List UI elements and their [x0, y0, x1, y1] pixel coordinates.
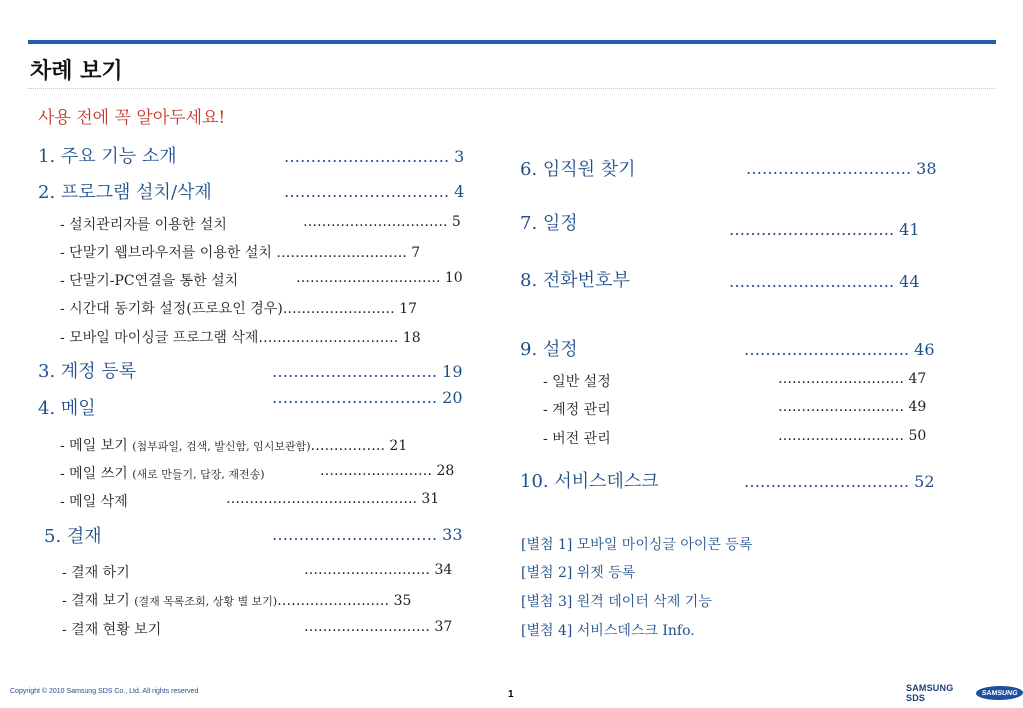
- notice-text: 사용 전에 꼭 알아두세요!: [38, 108, 226, 128]
- toc-item-page: ……………………… 37: [304, 619, 453, 635]
- toc-item[interactable]: - 버전 관리: [543, 431, 611, 447]
- appendix-item[interactable]: [별첨 4] 서비스데스크 Info.: [521, 623, 695, 639]
- toc-item-page: ………………………………….. 31: [226, 491, 440, 507]
- samsung-logo: [906, 683, 1023, 703]
- toc-item-page: …………………… 28: [320, 463, 455, 479]
- appendix-item[interactable]: [별첨 1] 모바일 마이싱글 아이콘 등록: [521, 537, 753, 553]
- toc-item-note: (새로 만들기, 답장, 재전송): [132, 468, 265, 481]
- page-number: 1: [508, 689, 514, 700]
- toc-section-6[interactable]: 6. 임직원 찾기: [520, 159, 636, 180]
- appendix-item[interactable]: [별첨 3] 원격 데이터 삭제 기능: [521, 594, 712, 610]
- toc-item-page: …………………………. 5: [303, 214, 461, 230]
- appendix-item[interactable]: [별첨 2] 위젯 등록: [521, 565, 636, 581]
- toc-item[interactable]: - 결재 하기: [62, 565, 130, 581]
- toc-item-page: ……………………… 47: [778, 371, 927, 387]
- toc-item-label: - 결재 보기: [62, 593, 130, 609]
- toc-item-note: (결재 목록조회, 상황 별 보기): [134, 595, 278, 608]
- toc-section-8-page: …………………………. 44: [729, 272, 920, 291]
- toc-item-page: ……………. 21: [310, 438, 408, 454]
- toc-item-page: ……………………… 50: [778, 428, 927, 444]
- toc-item-page: ……………………… 34: [304, 562, 453, 578]
- toc-item-page: ……………………… 49: [778, 399, 927, 415]
- page-title: 차례 보기: [30, 59, 123, 84]
- logo-samsung-oval: SAMSUNG: [975, 686, 1023, 700]
- toc-item-page: …………………… 35: [277, 593, 412, 609]
- toc-section-10[interactable]: 10. 서비스데스크: [520, 471, 659, 492]
- toc-item[interactable]: - 모바일 마이싱글 프로그램 삭제………………………… 18: [60, 330, 421, 346]
- toc-item-note: (첨부파일, 검색, 발신함, 임시보관함): [132, 440, 311, 453]
- header-bar: [28, 40, 996, 44]
- toc-item[interactable]: [60, 463, 265, 483]
- toc-item[interactable]: - 단말기-PC연결을 통한 설치: [60, 273, 239, 289]
- toc-section-1-page: …………………………. 3: [284, 147, 465, 166]
- toc-section-8[interactable]: 8. 전화번호부: [520, 270, 630, 291]
- toc-section-5[interactable]: 5. 결재: [44, 526, 102, 547]
- toc-section-4-page: …………………………. 20: [272, 388, 463, 407]
- toc-section-1[interactable]: 1. 주요 기능 소개: [38, 146, 177, 167]
- toc-item[interactable]: - 시간대 동기화 설정(프로요인 경우)…………………… 17: [60, 301, 418, 317]
- header-divider: [28, 88, 996, 89]
- toc-item[interactable]: - 결재 현황 보기: [62, 622, 162, 638]
- toc-item[interactable]: - 계정 관리: [543, 402, 611, 418]
- toc-section-5-page: …………………………. 33: [272, 525, 463, 544]
- toc-item-page: …………………………. 10: [296, 270, 463, 286]
- logo-sds-text: SAMSUNG SDS: [906, 683, 954, 703]
- toc-item[interactable]: - 단말기 웹브라우저를 이용한 설치 ………………………. 7: [60, 245, 421, 261]
- toc-section-7-page: …………………………. 41: [729, 220, 920, 239]
- toc-section-3[interactable]: 3. 계정 등록: [38, 361, 137, 382]
- toc-item[interactable]: - 일반 설정: [543, 374, 611, 390]
- toc-item[interactable]: [62, 590, 411, 610]
- toc-section-10-page: …………………………. 52: [744, 472, 935, 491]
- toc-item-label: - 메일 쓰기: [60, 466, 128, 482]
- toc-section-7[interactable]: 7. 일정: [520, 213, 578, 234]
- toc-item[interactable]: - 메일 삭제: [60, 494, 128, 510]
- toc-item[interactable]: [60, 435, 407, 455]
- toc-section-9-page: …………………………. 46: [744, 340, 935, 359]
- toc-item[interactable]: - 설치관리자를 이용한 설치: [60, 217, 227, 233]
- toc-section-2[interactable]: 2. 프로그램 설치/삭제: [38, 182, 212, 203]
- footer-copyright: Copyright © 2010 Samsung SDS Co., Ltd. All rights reserved: [10, 688, 199, 695]
- toc-item-label: - 메일 보기: [60, 438, 128, 454]
- toc-section-4[interactable]: 4. 메일: [38, 398, 96, 419]
- toc-section-3-page: …………………………. 19: [272, 362, 463, 381]
- toc-section-9[interactable]: 9. 설정: [520, 339, 578, 360]
- toc-section-2-page: …………………………. 4: [284, 182, 465, 201]
- toc-section-6-page: …………………………. 38: [746, 159, 937, 178]
